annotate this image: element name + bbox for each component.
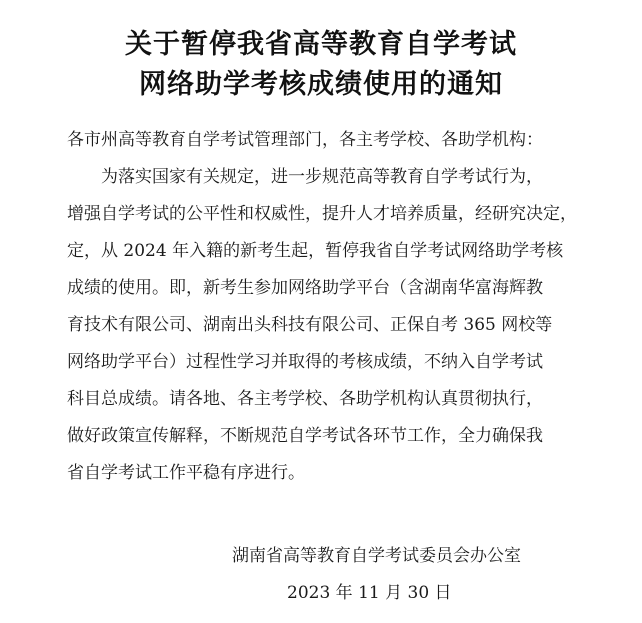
body-line-5: 育技术有限公司、湖南出头科技有限公司、正保自考 365 网校等 xyxy=(67,315,553,335)
signature-issuer: 湖南省高等教育自学考试委员会办公室 xyxy=(232,546,521,566)
body-line-8: 做好政策宣传解释，不断规范自学考试各环节工作，全力确保我 xyxy=(67,426,543,446)
body-line-9: 省自学考试工作平稳有序进行。 xyxy=(67,463,305,483)
body-line-1: 为落实国家有关规定，进一步规范高等教育自学考试行为， xyxy=(101,167,543,187)
notice-title-line-2: 网络助学考核成绩使用的通知 xyxy=(139,69,503,100)
salutation: 各市州高等教育自学考试管理部门，各主考学校、各助学机构： xyxy=(67,130,543,150)
body-line-7: 科目总成绩。请各地、各主考学校、各助学机构认真贯彻执行， xyxy=(67,389,543,409)
body-line-6: 网络助学平台）过程性学习并取得的考核成绩，不纳入自学考试 xyxy=(67,352,543,372)
notice-title-line-1: 关于暂停我省高等教育自学考试 xyxy=(125,29,517,60)
body-line-4: 成绩的使用。即，新考生参加网络助学平台（含湖南华富海辉教 xyxy=(67,278,543,298)
signature-date: 2023 年 11 月 30 日 xyxy=(287,583,452,603)
body-line-3: 定，从 2024 年入籍的新考生起，暂停我省自学考试网络助学考核 xyxy=(67,241,564,261)
body-line-2: 增强自学考试的公平性和权威性，提升人才培养质量，经研究决定， xyxy=(67,204,577,224)
